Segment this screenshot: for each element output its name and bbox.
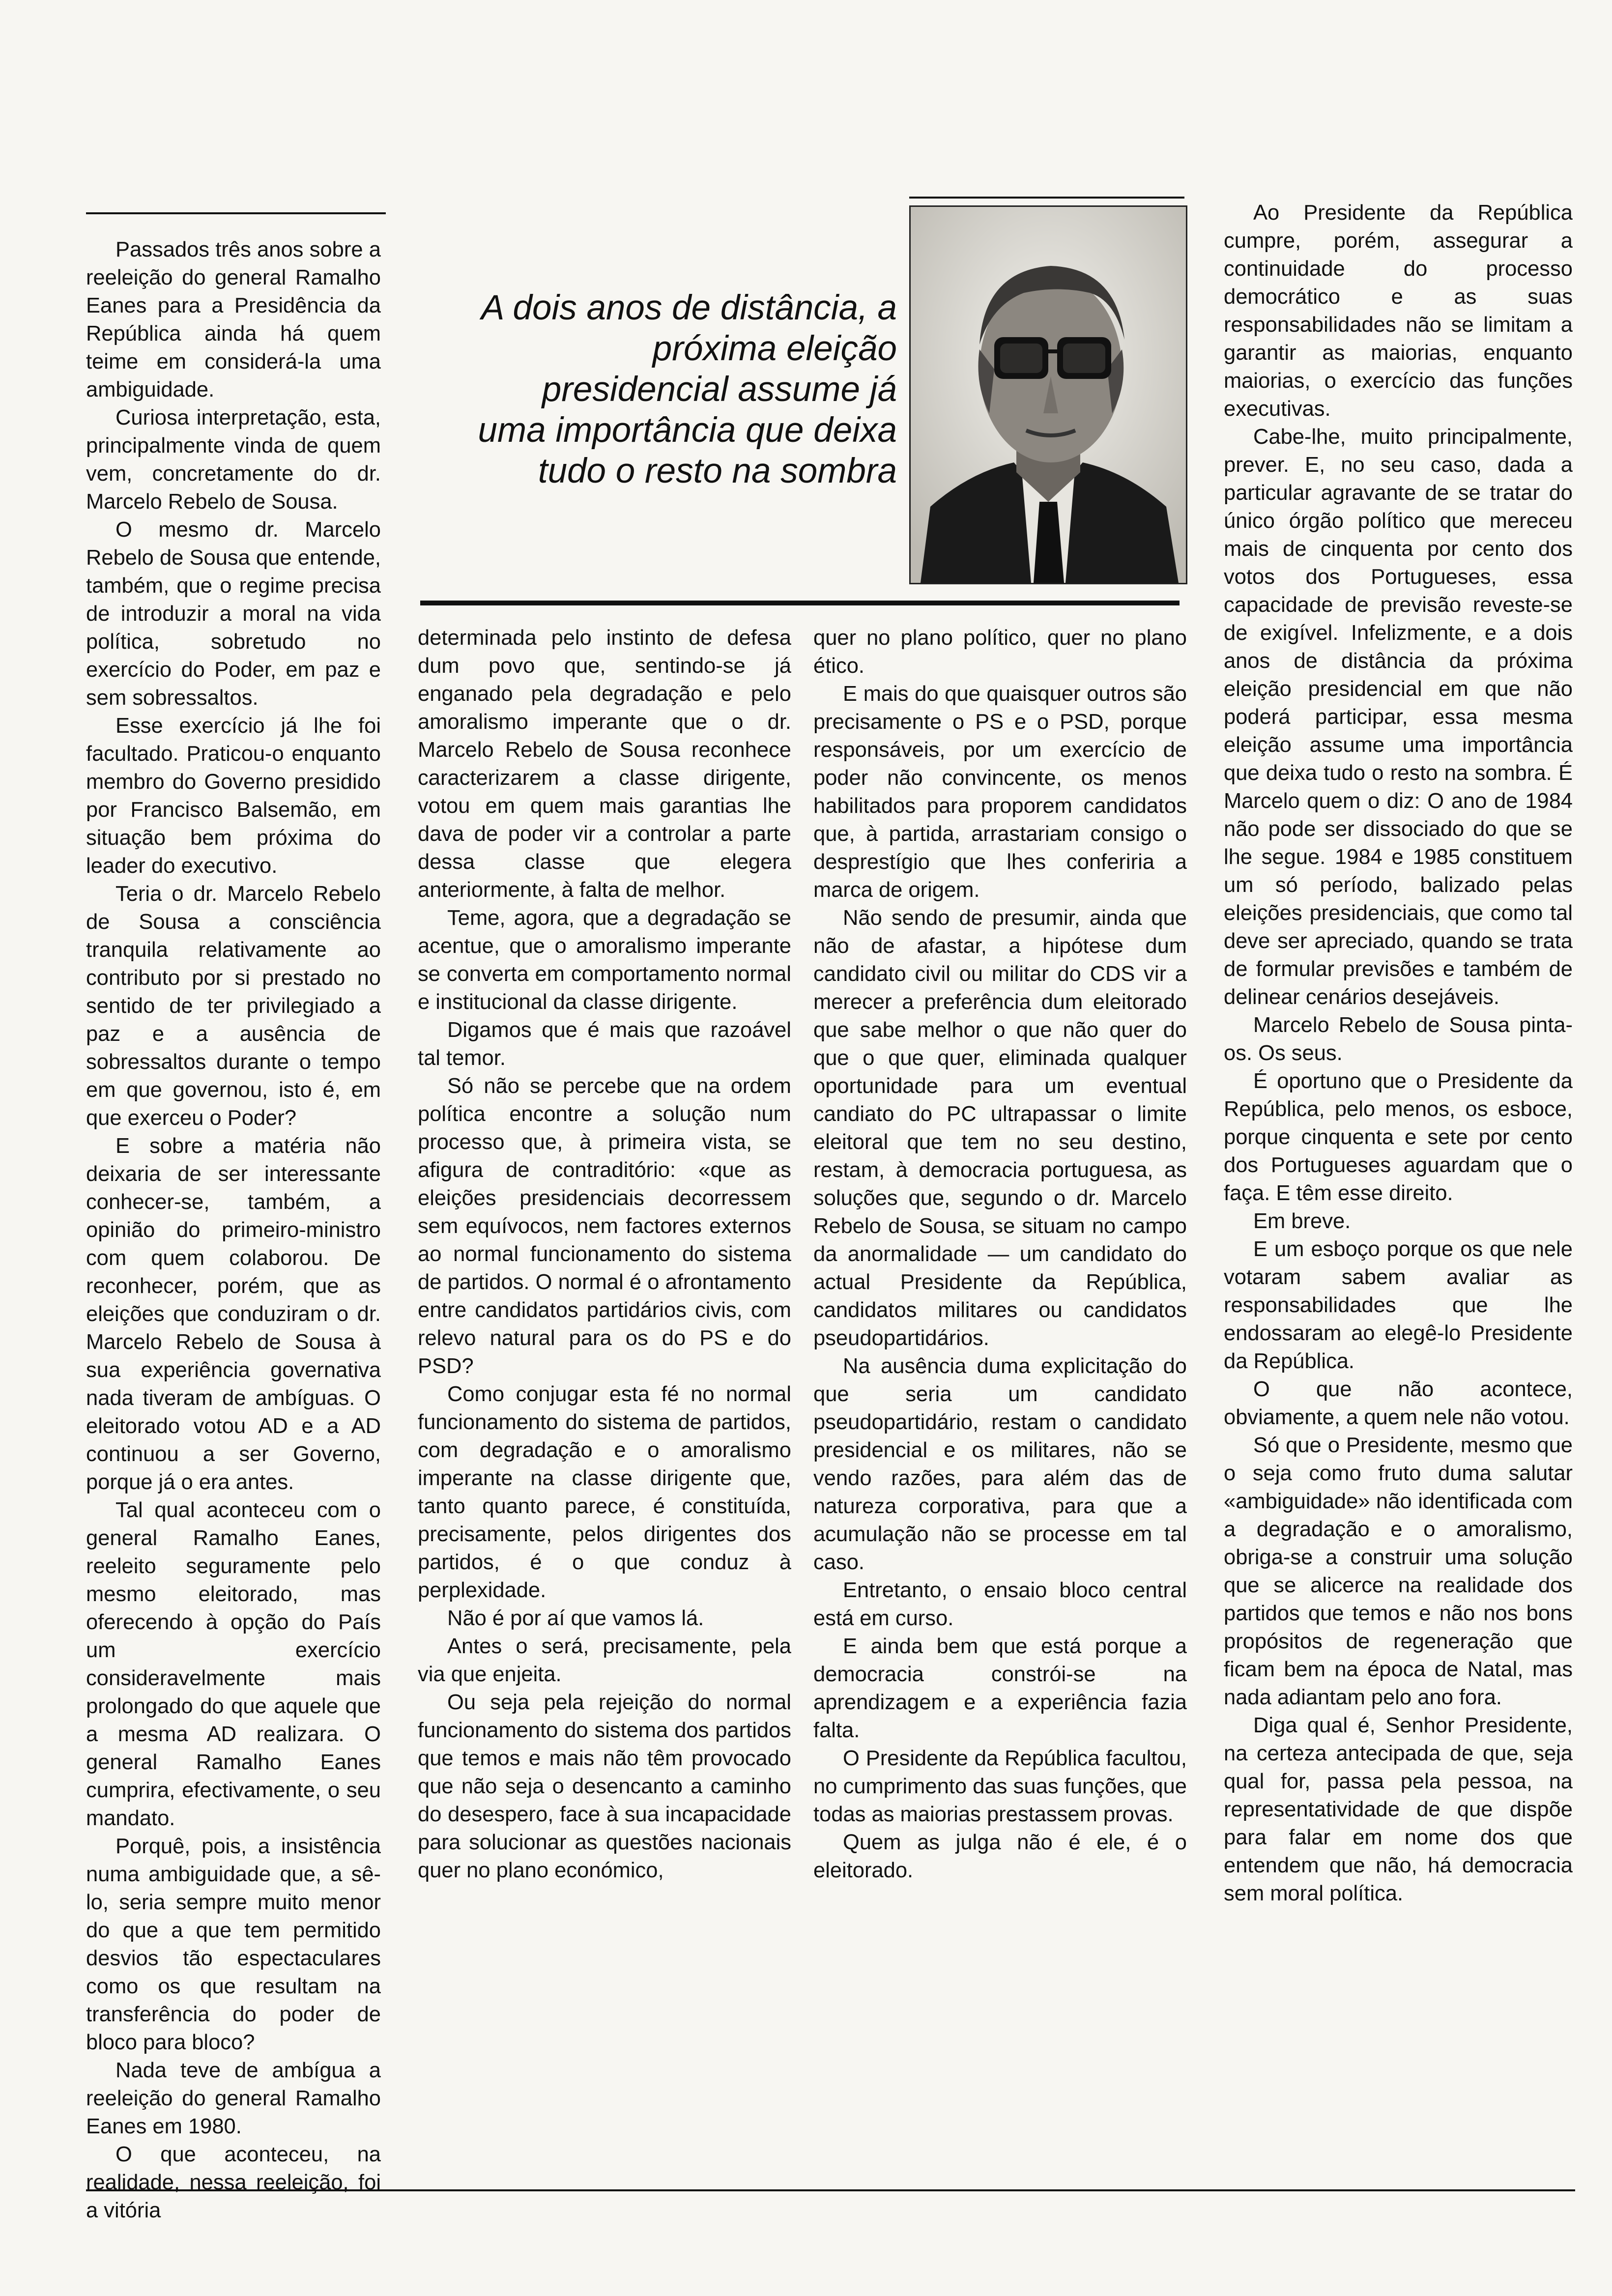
- top-rule-photo: [909, 197, 1184, 199]
- top-rule-col1: [86, 212, 386, 214]
- paragraph: Em breve.: [1253, 1209, 1351, 1233]
- paragraph: E ainda bem que está porque a democracia constrói-se na aprendizagem e a experiência fazia falta.: [813, 1635, 1187, 1742]
- paragraph: Ao Presidente da República cumpre, porém, assegurar a continuidade do processo democrático e as suas responsabilidades não se limitam a garantir as maiorias, enquanto maiorias, o exercício das funções executivas.: [1224, 201, 1573, 421]
- paragraph: Só não se percebe que na ordem política encontre a solução num processo que, à primeira vista, se afigura de contraditório: «que as eleições presidenciais decorressem sem equívocos, nem factores externos ao normal funcionamento do sistema de partidos. O normal é o afrontamento entre candidatos partidários civis, com relevo natural para os do PS e do PSD?: [418, 1074, 791, 1378]
- paragraph: Teria o dr. Marcelo Rebelo de Sousa a consciência tranquila relativamente ao contributo por si prestado no sentido de ter privilegiado a paz e a ausência de sobressaltos durante o tempo em que governou, isto é, em que exerceu o Poder?: [86, 882, 381, 1130]
- paragraph: quer no plano político, quer no plano ético.: [813, 626, 1187, 678]
- portrait-photo-icon: [911, 207, 1186, 583]
- paragraph: Na ausência duma explicitação do que seria um candidato pseudopartidário, restam o candidato presidencial e os militares, não se vendo razões, para além das de natureza corporativa, para que a acumulação não se processe em tal caso.: [813, 1354, 1187, 1574]
- paragraph: Passados três anos sobre a reeleição do general Ramalho Eanes para a Presidência da República ainda há quem teime em considerá-la uma ambiguidade.: [86, 238, 381, 402]
- paragraph: Digamos que é mais que razoável tal temor.: [418, 1018, 791, 1070]
- paragraph: Esse exercício já lhe foi facultado. Praticou-o enquanto membro do Governo presidido por Francisco Balsemão, em situação bem próxima do leader do executivo.: [86, 714, 381, 878]
- section-rule: [420, 601, 1180, 605]
- paragraph: Como conjugar esta fé no normal funcionamento do sistema de partidos, com degradação e o amoralismo imperante na classe dirigente que, tanto quanto parece, é constituída, precisamente, pelos dirigentes dos partidos, é o que conduz à perplexidade.: [418, 1382, 791, 1602]
- pull-quote-line: presidencial assume já: [542, 370, 897, 409]
- paragraph: E sobre a matéria não deixaria de ser interessante conhecer-se, também, a opinião do primeiro-ministro com quem colaborou. De reconhecer, porém, que as eleições que conduziram o dr. Marcelo Rebelo de Sousa à sua experiência governativa nada tiveram de ambíguas. O eleitorado votou AD e a AD continuou a ser Governo, porque já o era antes.: [86, 1134, 381, 1494]
- paragraph: Entretanto, o ensaio bloco central está em curso.: [813, 1578, 1187, 1630]
- paragraph: Só que o Presidente, mesmo que o seja como fruto duma salutar «ambiguidade» não identificada com a degradação e o amoralismo, obriga-se a construir uma solução que se alicerce na realidade dos partidos que temos e não nos bons propósitos de regeneração que ficam bem na época de Natal, mas nada adiantam pelo ano fora.: [1224, 1434, 1573, 1709]
- paragraph: O mesmo dr. Marcelo Rebelo de Sousa que entende, também, que o regime precisa de introduzir a moral na vida política, sobretudo no exercício do Poder, em paz e sem sobressaltos.: [86, 518, 381, 710]
- paragraph: Nada teve de ambígua a reeleição do general Ramalho Eanes em 1980.: [86, 2059, 381, 2138]
- paragraph: Curiosa interpretação, esta, principalmente vinda de quem vem, concretamente do dr. Marcelo Rebelo de Sousa.: [86, 406, 381, 514]
- paragraph: Teme, agora, que a degradação se acentue, que o amoralismo imperante se converta em comportamento normal e institucional da classe dirigente.: [418, 906, 791, 1014]
- paragraph: Diga qual é, Senhor Presidente, na certeza antecipada de que, seja qual for, passa pela pessoa, na representatividade de que dispõe para falar em nome dos que entendem que não, há democracia sem moral política.: [1224, 1714, 1573, 1905]
- paragraph: Ou seja pela rejeição do normal funcionamento do sistema dos partidos que temos e mais não têm provocado que não seja o desencanto a caminho do desespero, face à sua incapacidade para solucionar as questões nacionais quer no plano económico,: [418, 1691, 791, 1882]
- article-column-4: [1224, 199, 1573, 1908]
- portrait-photo: [909, 205, 1187, 584]
- article-column-2: [418, 624, 791, 1885]
- pull-quote-line: uma importância que deixa: [478, 411, 897, 450]
- pull-quote-line: próxima eleição: [652, 329, 897, 368]
- paragraph: determinada pelo instinto de defesa dum povo que, sentindo-se já enganado pela degradação e pelo amoralismo imperante que o dr. Marcelo Rebelo de Sousa reconhece caracterizarem a classe dirigente, votou em quem mais garantias lhe dava de poder vir a controlar a parte dessa classe que elegera anteriormente, à falta de melhor.: [418, 626, 791, 902]
- paragraph: Antes o será, precisamente, pela via que enjeita.: [418, 1635, 791, 1686]
- pull-quote-line: tudo o resto na sombra: [538, 452, 897, 490]
- paragraph: Não sendo de presumir, ainda que não de afastar, a hipótese dum candidato civil ou militar do CDS vir a merecer a preferência dum eleitorado que sabe melhor o que não quer do que o que quer, eliminada qualquer oportunidade para um eventual candiato do PC ultrapassar o limite eleitoral que tem no seu destino, restam, à democracia portuguesa, as soluções que, segundo o dr. Marcelo Rebelo de Sousa, se situam no campo da anormalidade — um candidato do actual Presidente da República, candidatos militares ou candidatos pseudopartidários.: [813, 906, 1187, 1350]
- paragraph: E mais do que quaisquer outros são precisamente o PS e o PSD, porque responsáveis, por um exercício de poder não convincente, os menos habilitados para proporem candidatos que, à partida, arrastariam consigo o desprestígio que lhes conferiria a marca de origem.: [813, 682, 1187, 902]
- paragraph: O Presidente da República facultou, no cumprimento das suas funções, que todas as maiorias prestassem provas.: [813, 1747, 1187, 1826]
- article-column-3: [813, 624, 1187, 1885]
- article-column-1: [86, 236, 381, 2225]
- paragraph: O que não acontece, obviamente, a quem nele não votou.: [1224, 1378, 1573, 1429]
- paragraph: Não é por aí que vamos lá.: [447, 1607, 704, 1630]
- pull-quote: [425, 287, 897, 491]
- paragraph: Tal qual aconteceu com o general Ramalho Eanes, reeleito seguramente pelo mesmo eleitorado, mas oferecendo à opção do País um exercício consideravelmente mais prolongado do que aquele que a mesma AD realizara. O general Ramalho Eanes cumprira, efectivamente, o seu mandato.: [86, 1498, 381, 1830]
- paragraph: Cabe-lhe, muito principalmente, prever. E, no seu caso, dada a particular agravante de se tratar do único órgão político que mereceu mais de cinquenta por cento dos votos dos Portugueses, essa capacidade de previsão reveste-se de exigível. Infelizmente, e a dois anos de distância da próxima eleição presidencial em que não poderá participar, essa mesma eleição assume uma importância que deixa tudo o resto na sombra. É Marcelo quem o diz: O ano de 1984 não pode ser dissociado do que se lhe segue. 1984 e 1985 constituem um só período, balizado pelas eleições presidenciais, que como tal deve ser apreciado, quando se trata de formular previsões e também de delinear cenários desejáveis.: [1224, 425, 1573, 1009]
- paragraph: O que aconteceu, na realidade, nessa reeleição, foi a vitória: [86, 2143, 381, 2222]
- paragraph: Marcelo Rebelo de Sousa pinta-os. Os seus.: [1224, 1013, 1573, 1065]
- paragraph: É oportuno que o Presidente da República, pelo menos, os esboce, porque cinquenta e sete por cento dos Portugueses aguardam que o faça. E têm esse direito.: [1224, 1069, 1573, 1205]
- paragraph: E um esboço porque os que nele votaram sabem avaliar as responsabilidades que lhe endossaram ao elegê-lo Presidente da República.: [1224, 1237, 1573, 1373]
- pull-quote-line: A dois anos de distância, a: [481, 288, 897, 327]
- paragraph: Porquê, pois, a insistência numa ambiguidade que, a sê-lo, seria sempre muito menor do que a que tem permitido desvios tão espectaculares como os que resultam na transferência do poder de bloco para bloco?: [86, 1835, 381, 2054]
- paragraph: Quem as julga não é ele, é o eleitorado.: [813, 1831, 1187, 1882]
